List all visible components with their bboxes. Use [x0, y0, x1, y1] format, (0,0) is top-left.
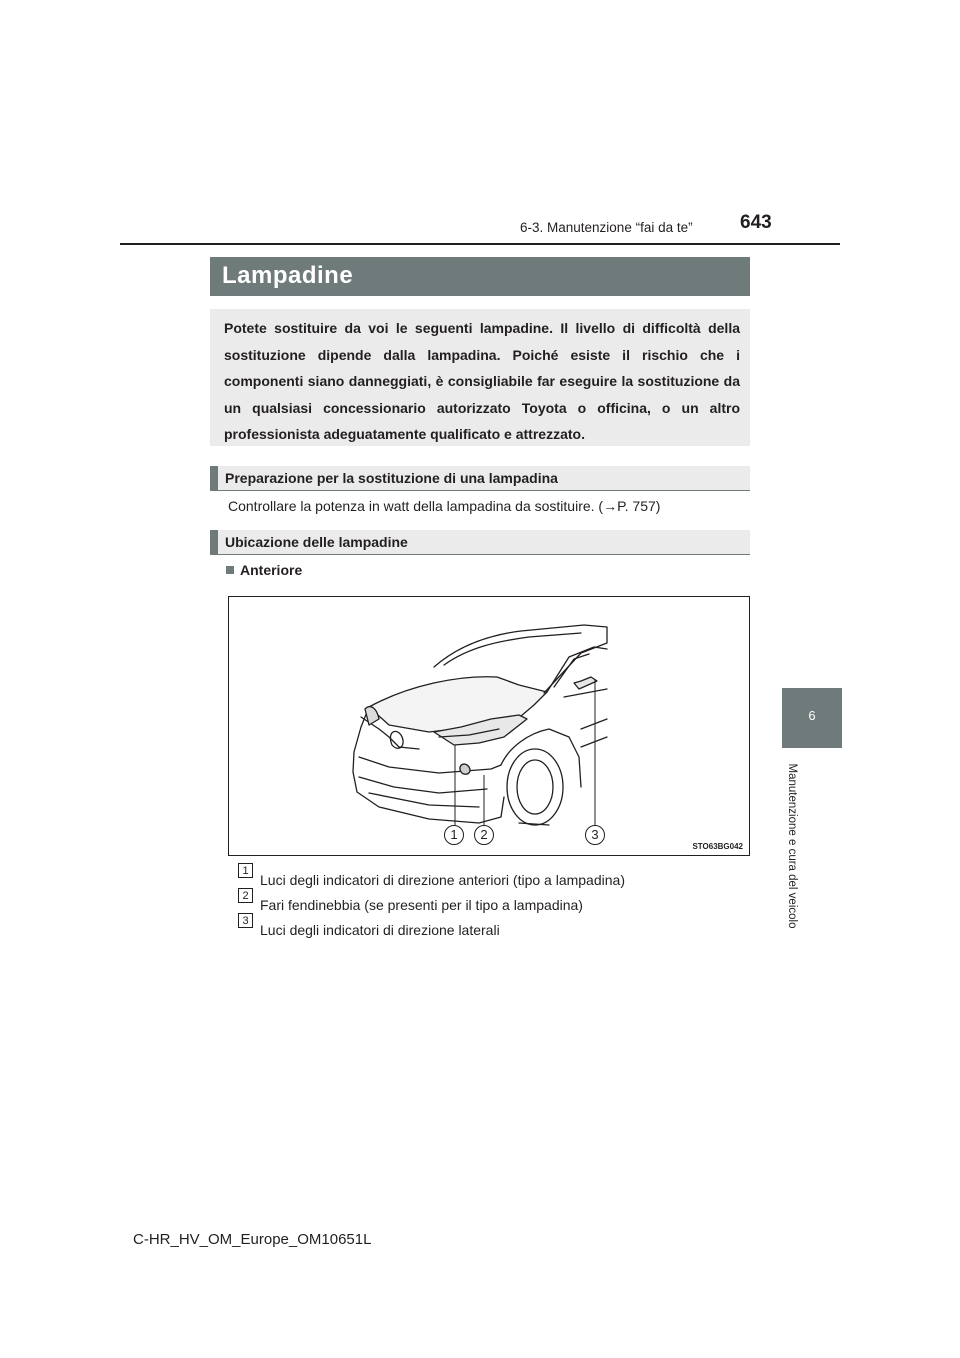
square-bullet-icon: [226, 566, 234, 574]
chapter-title-text: Manutenzione e cura del veicolo: [786, 763, 798, 929]
chapter-tab[interactable]: [782, 688, 842, 748]
legend-number-1: 1: [238, 863, 253, 878]
callout-2: 2: [474, 825, 494, 845]
legend-text-3: Luci degli indicatori di direzione laterali: [260, 922, 500, 938]
chapter-title: [777, 752, 807, 942]
page-number: 643: [740, 212, 772, 233]
preparation-text[interactable]: Controllare la potenza in watt della lampadina da sostituire. (→P. 757): [228, 498, 661, 514]
page-title: Lampadine: [210, 257, 750, 296]
car-front-icon: [229, 597, 749, 855]
legend-text-2: Fari fendinebbia (se presenti per il tipo a lampadina): [260, 897, 583, 913]
callout-3: 3: [585, 825, 605, 845]
car-front-illustration: [228, 596, 750, 856]
front-label-text: Anteriore: [240, 562, 303, 578]
subheading-preparation: Preparazione per la sostituzione di una lampadina: [210, 466, 750, 491]
legend-text-1: Luci degli indicatori di direzione anteriori (tipo a lampadina): [260, 872, 625, 888]
subheading-location: Ubicazione delle lampadine: [210, 530, 750, 555]
intro-box: [210, 309, 750, 446]
legend-number-3: 3: [238, 913, 253, 928]
legend-number-2: 2: [238, 888, 253, 903]
intro-text: Potete sostituire da voi le seguenti lampadine. Il livello di difficoltà della sostituzione dipende dalla lampadina. Poiché esiste il rischio che i componenti siano danneggiati, è consigliabile far eseguire la sostituzione da un qualsiasi concessionario autorizzato Toyota o officina, o un altro professionista adeguatamente qualificato e attrezzato.: [224, 320, 740, 442]
figure-code: STO63BG042: [692, 842, 743, 851]
chapter-number: 6: [808, 708, 816, 723]
front-label: [226, 562, 302, 578]
section-path: 6-3. Manutenzione “fai da te”: [520, 220, 693, 235]
callout-1: 1: [444, 825, 464, 845]
header-rule: [120, 243, 840, 245]
footer-doc-id: C-HR_HV_OM_Europe_OM10651L: [133, 1231, 372, 1248]
